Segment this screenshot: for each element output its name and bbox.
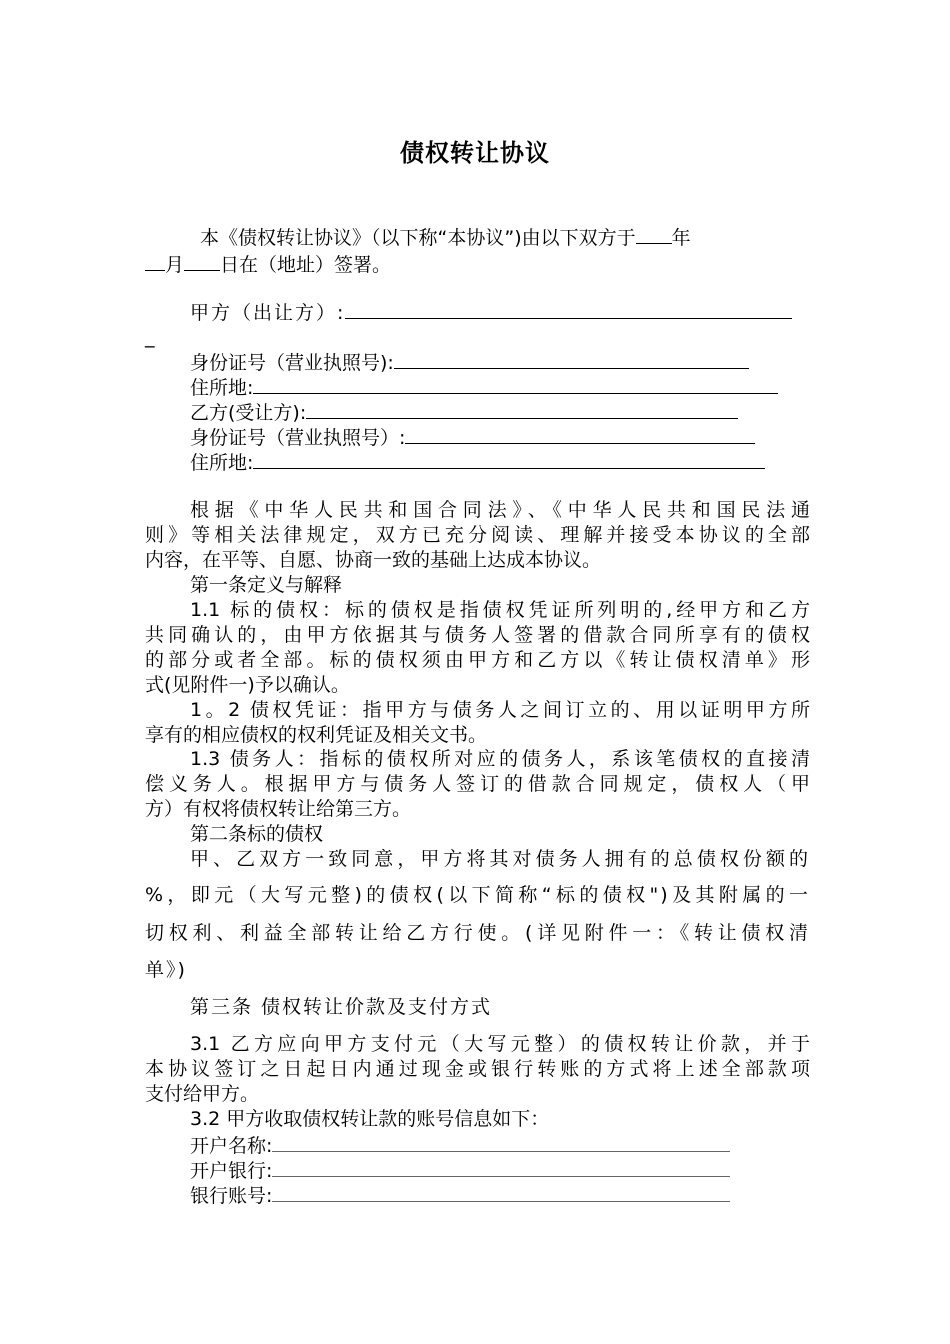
article-2-line-4: 单》) <box>145 959 187 981</box>
clause-1-2-line-1: 1。2 债权凭证：指甲方与债务人之间订立的、用以证明甲方所 <box>190 699 810 721</box>
addr-a-label: 住所地: <box>190 377 254 399</box>
id-a-label: 身份证号（营业执照号): <box>190 352 394 374</box>
id-b-blank <box>405 423 755 444</box>
account-number-line <box>190 1181 810 1209</box>
account-bank-line <box>190 1156 810 1184</box>
clause-1-1-line-4: 式(见附件一)予以确认。 <box>145 674 350 696</box>
id-b-label: 身份证号（营业执照号）: <box>190 427 406 449</box>
account-bank-label: 开户银行: <box>190 1160 273 1182</box>
addr-b-label: 住所地: <box>190 452 254 474</box>
party-a-line <box>190 298 810 326</box>
basis-line-3: 内容，在平等、自愿、协商一致的基础上达成本协议。 <box>145 549 602 571</box>
addr-a-blank <box>253 373 778 394</box>
id-a-blank <box>394 348 749 369</box>
account-name-line <box>190 1131 810 1159</box>
account-number-blank <box>272 1181 730 1202</box>
article-3-title: 第三条 债权转让价款及支付方式 <box>190 996 493 1018</box>
year-blank <box>636 223 672 244</box>
intro-line-2 <box>145 250 810 278</box>
article-2-line-2: %，即元（大写元整)的债权(以下简称“标的债权")及其附属的一 <box>145 884 810 906</box>
id-a-line <box>190 348 810 376</box>
party-b-label: 乙方(受让方): <box>190 402 307 424</box>
clause-1-2-line-2: 享有的相应债权的权利凭证及相关文书。 <box>145 724 488 746</box>
day-blank <box>184 250 220 271</box>
basis-line-1: 根据《中华人民共和国合同法》、《中华人民共和国民法通 <box>190 499 810 521</box>
account-number-label: 银行账号: <box>190 1185 273 1207</box>
clause-1-1-line-3: 的部分或者全部。标的债权须由甲方和乙方以《转让债权清单》形 <box>145 649 810 671</box>
clause-1-1-line-2: 共同确认的，由甲方依据其与债务人签署的借款合同所享有的债权 <box>145 624 810 646</box>
account-bank-blank <box>272 1156 730 1177</box>
article-2-line-3: 切权利、利益全部转让给乙方行使。(详见附件一：《转让债权清 <box>145 922 810 944</box>
month-label: 月 <box>165 254 185 276</box>
clause-3-1-line-2: 本协议签订之日起日内通过现金或银行转账的方式将上述全部款项 <box>145 1058 810 1080</box>
clause-1-1-line-1: 1.1 标的债权：标的债权是指债权凭证所列明的,经甲方和乙方 <box>190 599 810 621</box>
party-b-line <box>190 398 810 426</box>
article-1-title: 第一条定义与解释 <box>190 574 343 596</box>
account-name-label: 开户名称: <box>190 1135 273 1157</box>
basis-line-2: 则》等相关法律规定，双方已充分阅读、理解并接受本协议的全部 <box>145 524 810 546</box>
addr-b-blank <box>253 448 765 469</box>
party-a-blank <box>345 298 792 319</box>
article-2-line-1: 甲、乙双方一致同意，甲方将其对债务人拥有的总债权份额的 <box>190 848 810 870</box>
clause-3-1-line-1: 3.1 乙方应向甲方支付元（大写元整）的债权转让价款，并于 <box>190 1033 810 1055</box>
party-b-blank <box>306 398 738 419</box>
clause-3-1-line-3: 支付给甲方。 <box>145 1083 260 1105</box>
intro-text: 本《债权转让协议》（以下称“本协议”)由以下双方于 <box>200 227 636 249</box>
clause-1-3-line-3: 方）有权将债权转让给第三方。 <box>145 798 412 820</box>
party-a-label: 甲方（出让方）: <box>190 302 346 324</box>
clause-1-3-line-1: 1.3 债务人：指标的债权所对应的债务人，系该笔债权的直接清 <box>190 748 810 770</box>
addr-b-line <box>190 448 810 476</box>
year-label: 年 <box>671 227 691 249</box>
clause-3-2: 3.2 甲方收取债权转让款的账号信息如下： <box>190 1108 550 1130</box>
id-b-line <box>190 423 810 451</box>
clause-1-3-line-2: 偿义务人。根据甲方与债务人签订的借款合同规定，债权人（甲 <box>145 773 810 795</box>
intro-line-1 <box>200 223 820 251</box>
addr-a-line <box>190 373 810 401</box>
intro-rest: 日在（地址）签署。 <box>220 254 392 276</box>
account-name-blank <box>272 1131 730 1152</box>
month-blank <box>145 250 165 271</box>
party-a-tail: _ <box>145 326 155 348</box>
article-2-title: 第二条标的债权 <box>190 823 324 845</box>
document-title: 债权转让协议 <box>400 139 550 167</box>
